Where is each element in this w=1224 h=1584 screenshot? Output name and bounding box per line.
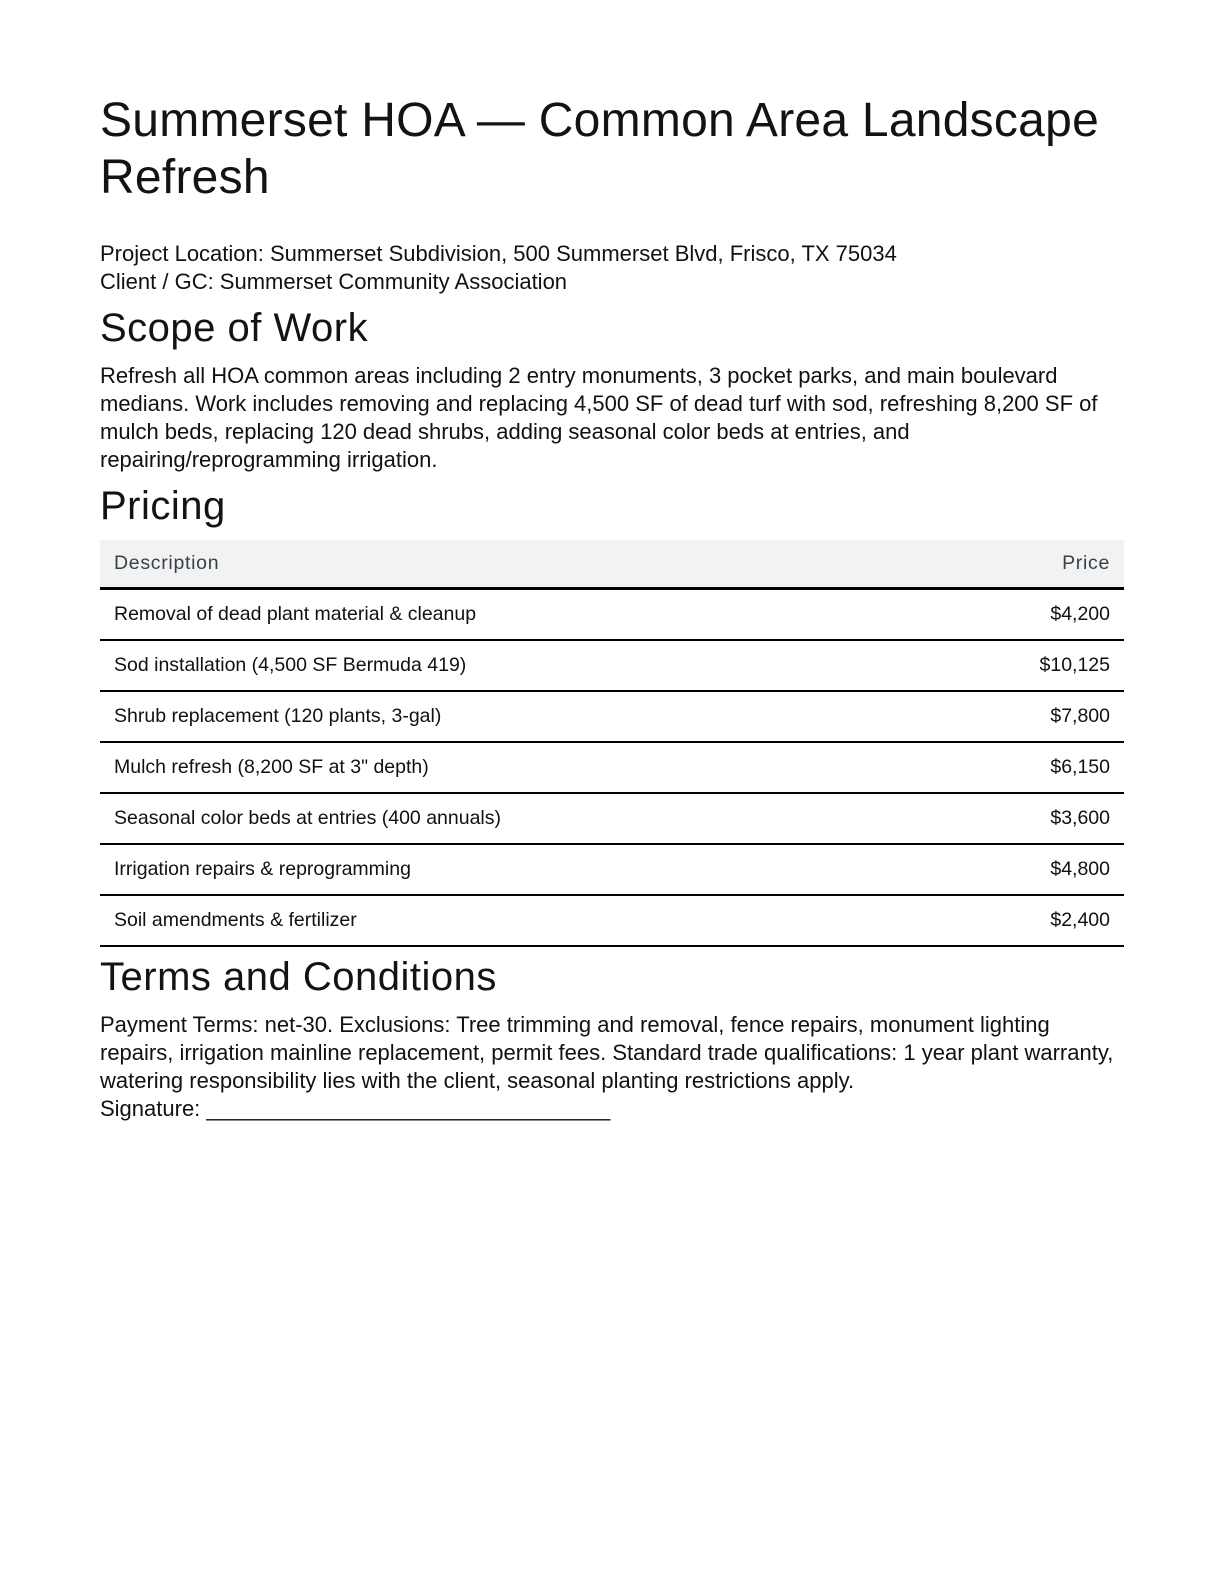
pricing-table (100, 540, 1124, 947)
table-row (100, 895, 1124, 946)
row-price: $7,800 (928, 691, 1124, 742)
table-row (100, 793, 1124, 844)
signature-label: Signature: (100, 1096, 201, 1121)
signature-line: _________________________________ (206, 1096, 611, 1121)
row-description: Mulch refresh (8,200 SF at 3" depth) (100, 742, 928, 793)
row-price: $6,150 (928, 742, 1124, 793)
scope-of-work-paragraph: Refresh all HOA common areas including 2 entry monuments, 3 pocket parks, and main boulevard medians. Work includes removing and replacing 4,500 SF of dead turf with sod, refreshing 8,200 SF of mulch beds, replacing 120 dead shrubs, adding seasonal color beds at entries, and repairing/reprogramming irrigation. (100, 363, 1098, 472)
row-description: Irrigation repairs & reprogramming (100, 844, 928, 895)
scope-of-work-heading: Scope of Work (100, 306, 369, 350)
row-price: $4,200 (928, 589, 1124, 641)
row-price: $4,800 (928, 844, 1124, 895)
table-row (100, 691, 1124, 742)
terms-paragraph: Payment Terms: net-30. Exclusions: Tree trimming and removal, fence repairs, monument lighting repairs, irrigation mainline replacement, permit fees. Standard trade qualifications: 1 year plant warranty, watering responsibility lies with the client, seasonal planting restrictions apply. (100, 1012, 1114, 1093)
table-row (100, 844, 1124, 895)
signature-row (100, 1095, 1124, 1123)
project-meta (100, 240, 1124, 296)
pricing-heading: Pricing (100, 484, 226, 528)
row-description: Shrub replacement (120 plants, 3-gal) (100, 691, 928, 742)
row-price: $2,400 (928, 895, 1124, 946)
row-description: Soil amendments & fertilizer (100, 895, 928, 946)
row-description: Removal of dead plant material & cleanup (100, 589, 928, 641)
document-title: Summerset HOA — Common Area Landscape Refresh (100, 94, 1100, 204)
row-price: $3,600 (928, 793, 1124, 844)
table-row (100, 742, 1124, 793)
row-description: Sod installation (4,500 SF Bermuda 419) (100, 640, 928, 691)
client-gc-line: Client / GC: Summerset Community Association (100, 269, 568, 294)
row-price: $10,125 (928, 640, 1124, 691)
project-location-line: Project Location: Summerset Subdivision, 500 Summerset Blvd, Frisco, TX 75034 (100, 241, 897, 266)
row-description: Seasonal color beds at entries (400 annuals) (100, 793, 928, 844)
pricing-column-header-description: Description (100, 540, 928, 589)
pricing-table-header-row (100, 540, 1124, 589)
pricing-column-header-price: Price (928, 540, 1124, 589)
terms-heading: Terms and Conditions (100, 955, 497, 999)
table-row (100, 640, 1124, 691)
table-row (100, 589, 1124, 641)
